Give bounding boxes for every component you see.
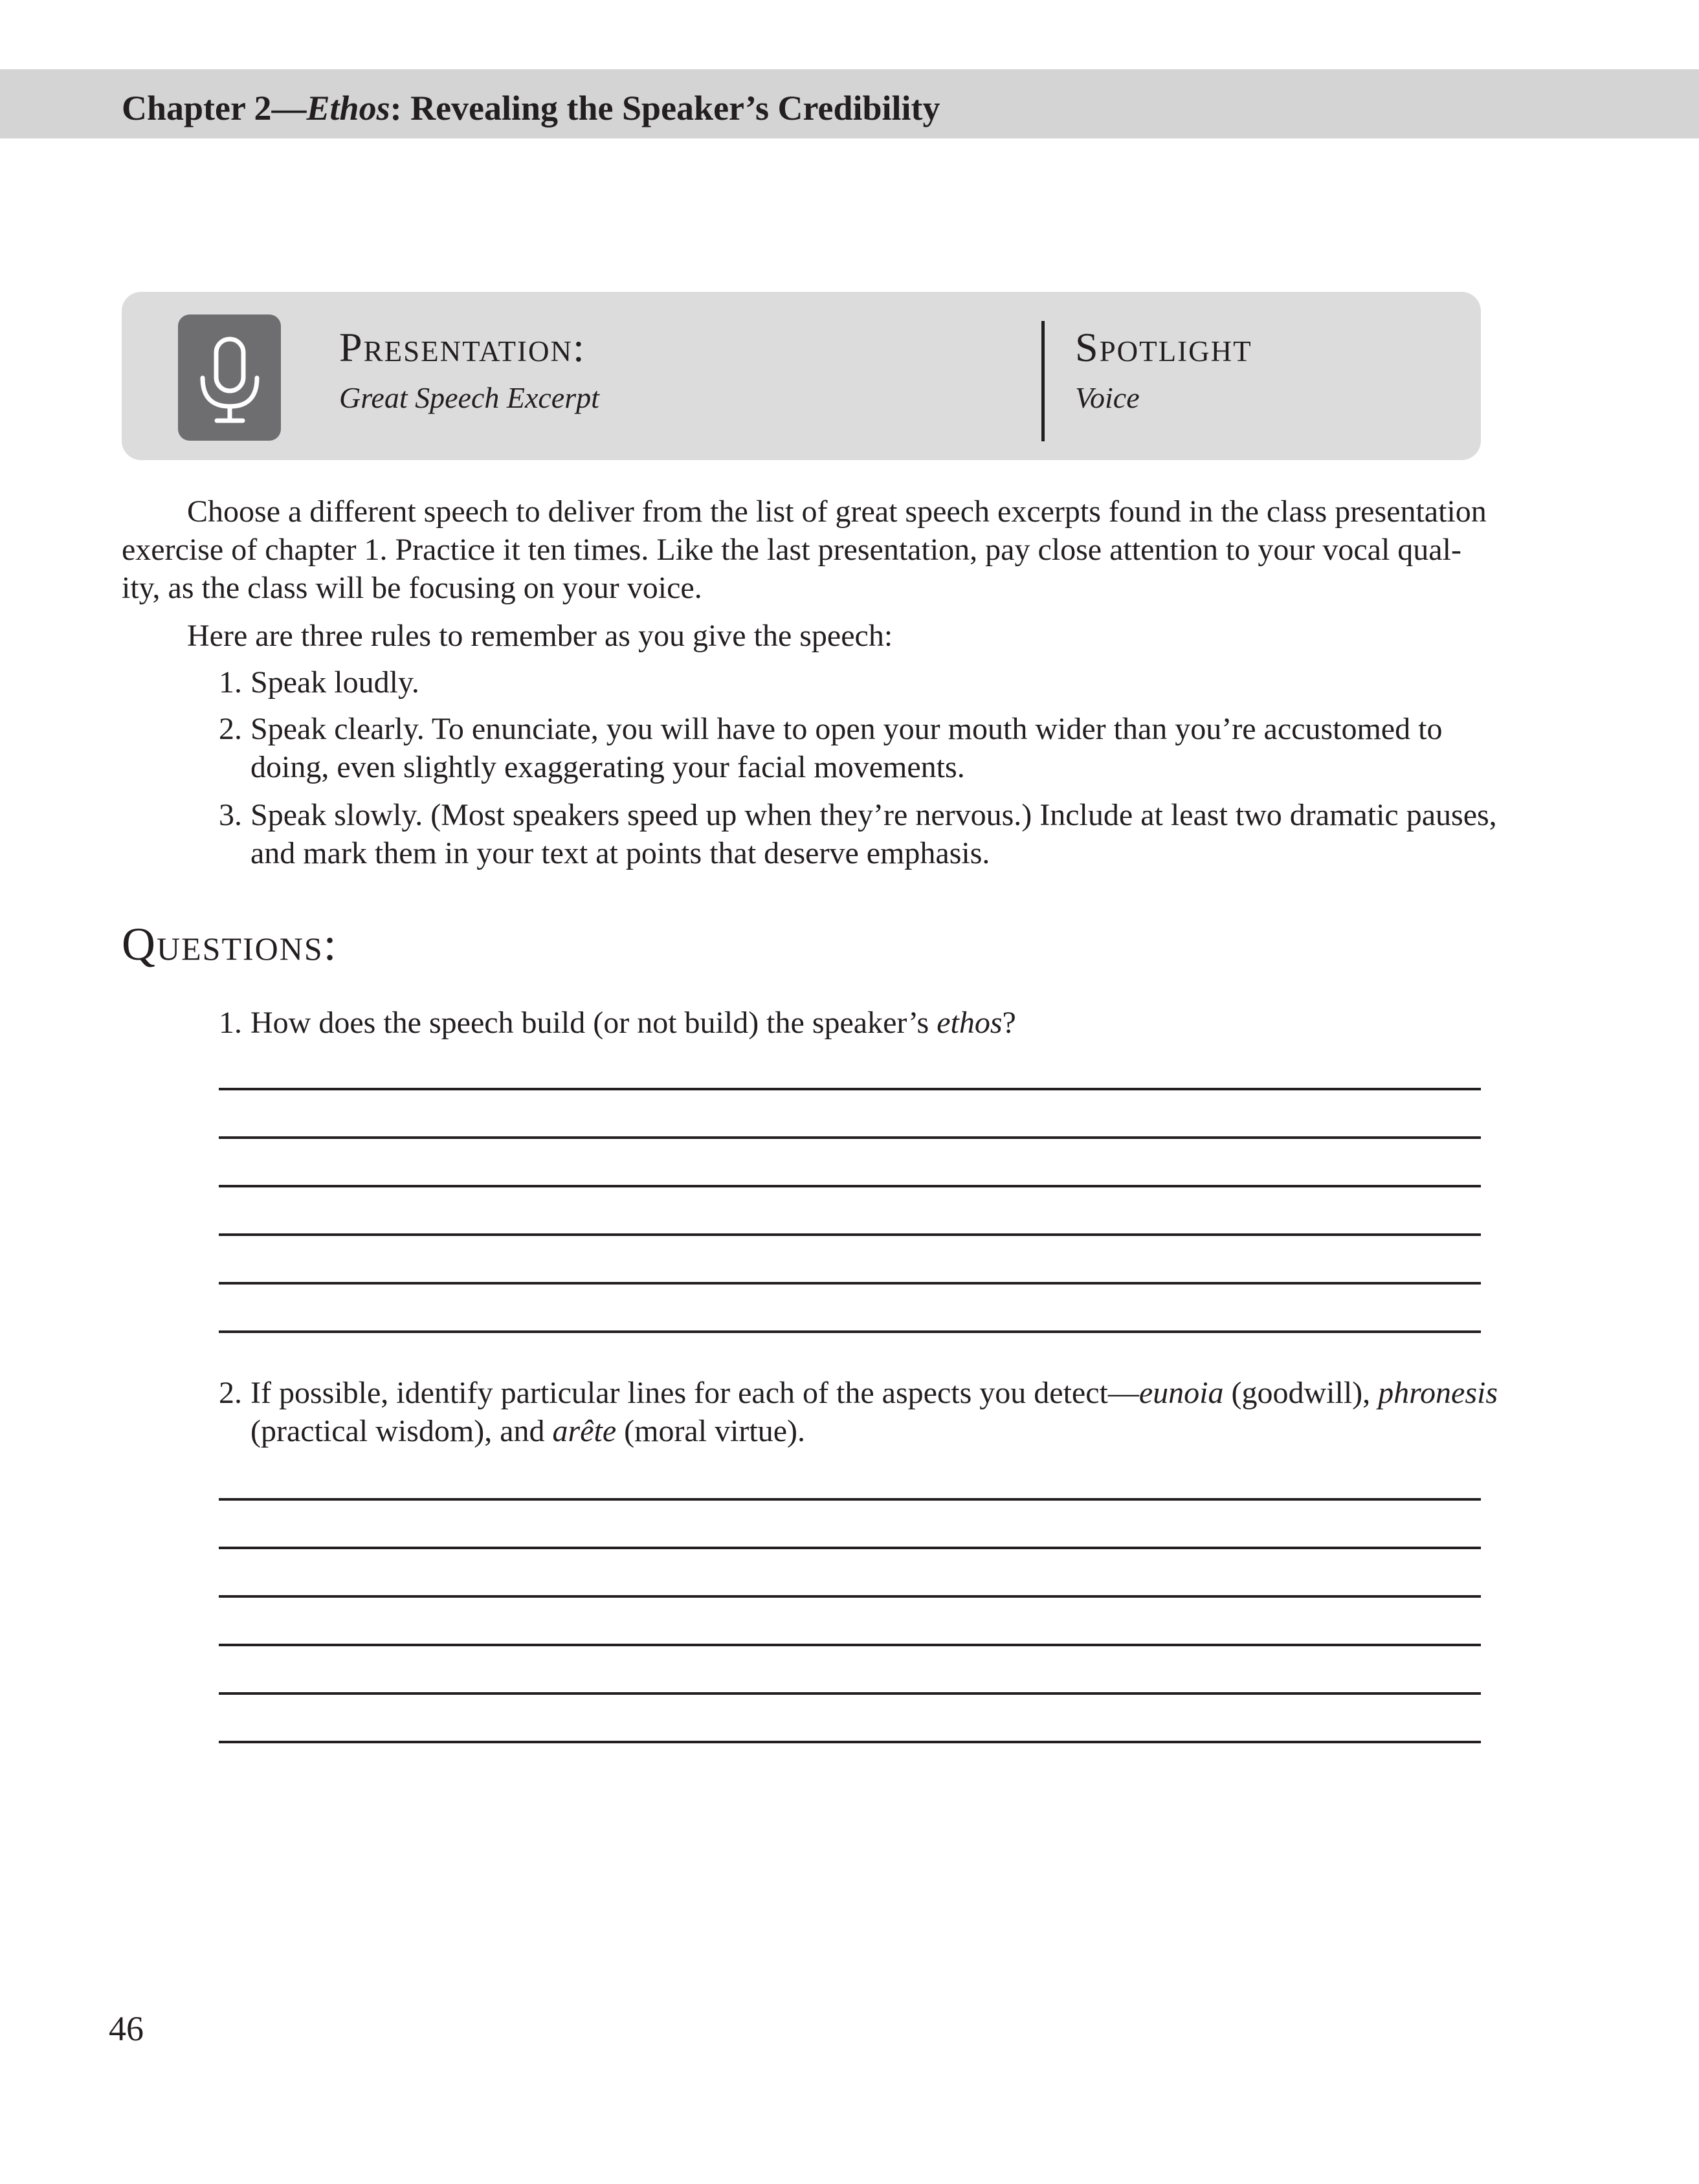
answer-line[interactable]: [219, 1595, 1481, 1598]
answer-line[interactable]: [219, 1692, 1481, 1695]
question-2-text-line-1: If possible, identify particular lines for each of the aspects you detect—eunoia (goodwill), phronesis: [250, 1376, 1498, 1410]
banner-divider: [1041, 321, 1045, 441]
answer-line[interactable]: [219, 1088, 1481, 1090]
rule-number: 1.: [219, 665, 242, 700]
intro-line-3: ity, as the class will be focusing on your voice.: [122, 571, 702, 605]
chapter-italic-word: Ethos: [306, 89, 390, 127]
banner-right-title: Spotlight: [1075, 324, 1252, 370]
banner-left-subtitle: Great Speech Excerpt: [339, 381, 599, 414]
answer-line[interactable]: [219, 1330, 1481, 1333]
rule-text: Speak slowly. (Most speakers speed up when they’re nervous.) Include at least two dramatic pauses,: [250, 798, 1497, 832]
question-number: 2.: [219, 1376, 242, 1410]
presentation-banner: [122, 292, 1481, 460]
intro-line-2: exercise of chapter 1. Practice it ten times. Like the last presentation, pay close attention to your vocal qual-: [122, 533, 1461, 567]
running-header-title: [122, 85, 940, 131]
question-number: 1.: [219, 1006, 242, 1040]
rules-intro: Here are three rules to remember as you give the speech:: [187, 619, 893, 653]
answer-line[interactable]: [219, 1741, 1481, 1743]
banner-right-subtitle: Voice: [1075, 381, 1140, 414]
answer-line[interactable]: [219, 1136, 1481, 1139]
answer-line[interactable]: [219, 1498, 1481, 1501]
page-number: 46: [109, 2009, 144, 2048]
answer-line[interactable]: [219, 1185, 1481, 1187]
chapter-prefix: Chapter 2—: [122, 89, 307, 127]
question-2-text-line-2: (practical wisdom), and arête (moral virtue).: [250, 1414, 806, 1448]
rule-text: Speak clearly. To enunciate, you will have to open your mouth wider than you’re accustomed to: [250, 712, 1443, 746]
rule-number: 2.: [219, 712, 242, 746]
answer-line[interactable]: [219, 1282, 1481, 1285]
microphone-icon: [178, 314, 281, 441]
answer-line[interactable]: [219, 1547, 1481, 1549]
rule-text: Speak loudly.: [250, 665, 419, 700]
chapter-title-rest: : Revealing the Speaker’s Credibility: [390, 89, 940, 127]
banner-left-title: Presentation:: [339, 324, 586, 370]
questions-heading: Questions:: [122, 918, 338, 970]
answer-line[interactable]: [219, 1233, 1481, 1236]
intro-line-1: Choose a different speech to deliver from the list of great speech excerpts found in the class presentation: [187, 494, 1487, 529]
question-1-text: How does the speech build (or not build) the speaker’s ethos?: [250, 1006, 1016, 1040]
rule-number: 3.: [219, 798, 242, 832]
rule-text: and mark them in your text at points that deserve emphasis.: [250, 836, 990, 870]
rule-text: doing, even slightly exaggerating your facial movements.: [250, 750, 965, 784]
answer-line[interactable]: [219, 1644, 1481, 1646]
